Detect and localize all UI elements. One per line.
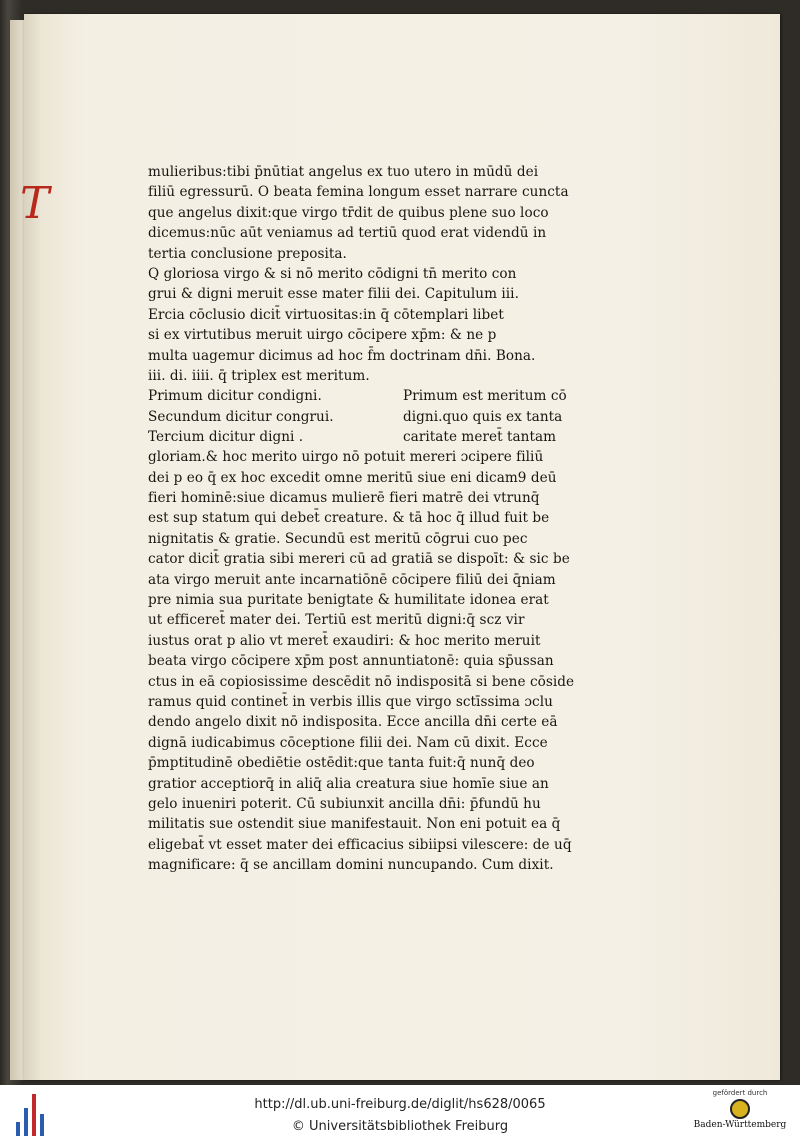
- text-section-upper: [148, 162, 638, 386]
- sponsor-logo[interactable]: [690, 1089, 790, 1141]
- text-line: gratior acceptiorq̄ in aliq̄ alia creatura siue homīe siue an: [148, 775, 549, 792]
- text-line: ut efficeret̄ mater dei. Tertiū est meritū digni:q̄ scz vir: [148, 612, 525, 629]
- text-line: ata virgo meruit ante incarnatiōnē cōcipere filiū dei q̄niam: [148, 571, 556, 588]
- text-line: Tercium dicitur digni .: [148, 429, 304, 446]
- text-line: dei p eo q̄ ex hoc excedit omne meritū siue eni dicam9 deū: [148, 469, 557, 486]
- text-line: cator dicit̄ gratia sibi mereri cū ad gratiā se dispoīt: & sic be: [148, 551, 570, 568]
- text-line: Primum est meritum cō: [403, 388, 567, 405]
- two-column-list: [148, 386, 638, 447]
- text-line: Secundum dicitur congrui.: [148, 408, 334, 425]
- text-line: beata virgo cōcipere xp̄m post annuntiatonē: quia sp̄ussan: [148, 653, 554, 670]
- text-line: iustus orat p alio vt meret̄ exaudiri: & hoc merito meruit: [148, 632, 541, 649]
- copyright-text: © Universitätsbibliothek Freiburg: [291, 1119, 509, 1134]
- text-line: fieri hominē:siue dicamus mulierē fieri matrē dei vtrunq̄: [148, 490, 540, 507]
- coat-of-arms-icon: [730, 1099, 750, 1119]
- text-line: filiū egressurū. O beata femina longum esset narrare cuncta: [148, 184, 569, 201]
- page-text: [148, 162, 638, 876]
- text-line: gloriam.& hoc merito uirgo nō potuit mereri ɔcipere filiū: [148, 449, 544, 466]
- text-line: dignā iudicabimus cōceptione filii dei. Nam cū dixit. Ecce: [148, 734, 548, 751]
- text-line: nignitatis & gratie. Secundū est meritū cōgrui cuo pec: [148, 530, 528, 547]
- sponsor-name: Baden-Württemberg: [693, 1120, 787, 1130]
- text-line: iii. di. iiii. q̄ triplex est meritum.: [148, 367, 370, 384]
- text-line: gelo inueniri poterit. Cū subiunxit ancilla dn̄i: p̄fundū hu: [148, 795, 541, 812]
- text-line: magnificare: q̄ se ancillam domini nuncupando. Cum dixit.: [148, 857, 554, 874]
- text-line: Ercia cōclusio dicit̄ virtuositas:in q̄ cōtemplari libet: [148, 306, 504, 323]
- text-line: pre nimia sua puritate benigtate & humilitate idonea erat: [148, 592, 549, 609]
- text-line: que angelus dixit:que virgo tr̄dit de quibus plene suo loco: [148, 204, 549, 221]
- text-line: grui & digni meruit esse mater filii dei. Capitulum iii.: [148, 286, 519, 303]
- column-left: [148, 386, 334, 447]
- text-line: tertia conclusione preposita.: [148, 245, 347, 262]
- text-line: est sup statum qui debet̄ creature. & tā hoc q̄ illud fuit be: [148, 510, 550, 527]
- text-section-lower: [148, 447, 638, 875]
- text-line: ctus in eā copiosissime descēdit nō indispositā si bene cōside: [148, 673, 575, 690]
- text-line: ramus quid continet̄ in verbis illis que virgo sctīssima ɔclu: [148, 693, 553, 710]
- decorated-initial: T: [20, 178, 50, 229]
- text-line: caritate meret̄ tantam: [403, 429, 557, 446]
- sponsor-caption: gefördert durch: [712, 1089, 768, 1097]
- manuscript-page: [20, 14, 780, 1080]
- document-url-link[interactable]: http://dl.ub.uni-freiburg.de/diglit/hs628/0065: [254, 1097, 546, 1112]
- text-line: eligebat̄ vt esset mater dei efficacius sibiipsi vilescere: de uq̄: [148, 836, 572, 853]
- text-line: dicemus:nūc aūt veniamus ad tertiū quod erat videndū in: [148, 225, 547, 242]
- text-line: mulieribus:tibi p̄nūtiat angelus ex tuo utero in mūdū dei: [148, 164, 539, 180]
- text-line: digni.quo quis ex tanta: [403, 408, 563, 425]
- text-line: si ex virtutibus meruit uirgo cōcipere xp̄m: & ne p: [148, 327, 497, 344]
- viewer-footer: [0, 1085, 800, 1142]
- column-right: [403, 386, 567, 447]
- text-line: multa uagemur dicimus ad hoc f̄m doctrinam dn̄i. Bona.: [148, 347, 536, 364]
- text-line: Q gloriosa virgo & si nō merito cōdigni tn̄ merito con: [148, 265, 517, 282]
- text-line: p̄mptitudinē obediētie ostēdit:que tanta fuit:q̄ nunq̄ deo: [148, 755, 535, 772]
- text-line: militatis sue ostendit siue manifestauit. Non eni potuit ea q̄: [148, 816, 561, 833]
- text-line: Primum dicitur condigni.: [148, 388, 322, 405]
- text-line: dendo angelo dixit nō indisposita. Ecce ancilla dn̄i certe eā: [148, 714, 558, 731]
